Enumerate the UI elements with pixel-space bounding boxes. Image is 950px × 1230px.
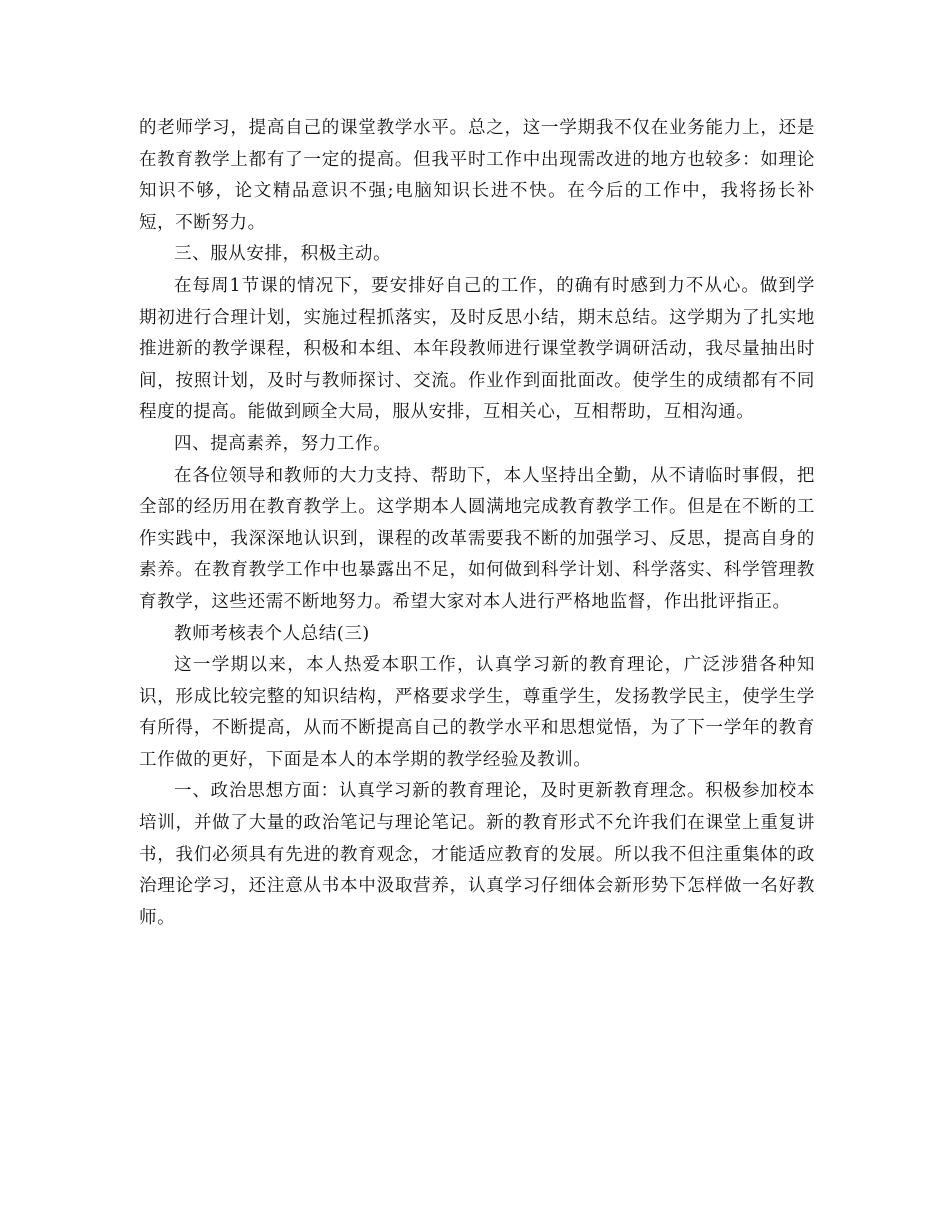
paragraph: 在每周1节课的情况下，要安排好自己的工作，的确有时感到力不从心。做到学期初进行合理计划，实施过程抓落实，及时反思小结，期末总结。这学期为了扎实地推进新的教学课程，积极和本组、本年段教师进行课堂教学调研活动，我尽量抽出时间，按照计划，及时与教师探讨、交流。作业作到面批面改。使学生的成绩都有不同程度的提高。能做到顾全大局，服从安排，互相关心，互相帮助，互相沟通。 bbox=[139, 275, 815, 423]
paragraph: 的老师学习，提高自己的课堂教学水平。总之，这一学期我不仅在业务能力上，还是在教育教学上都有了一定的提高。但我平时工作中出现需改进的地方也较多：如理论知识不够，论文精品意识不强;电脑知识长进不快。在今后的工作中，我将扬长补短，不断努力。 bbox=[139, 118, 815, 233]
paragraph: 这一学期以来，本人热爱本职工作，认真学习新的教育理论，广泛涉猎各种知识，形成比较完整的知识结构，严格要求学生，尊重学生，发扬教学民主，使学生学有所得，不断提高，从而不断提高自己的教学水平和思想觉悟，为了下一学年的教育工作做的更好，下面是本人的本学期的教学经验及教训。 bbox=[139, 655, 815, 770]
section-heading: 四、提高素养，努力工作。 bbox=[174, 433, 392, 454]
paragraph: 一、政治思想方面：认真学习新的教育理论，及时更新教育理念。积极参加校本培训，并做了大量的政治笔记与理论笔记。新的教育形式不允许我们在课堂上重复讲书，我们必须具有先进的教育观念，才能适应教育的发展。所以我不但注重集体的政治理论学习，还注意从书本中汲取营养，认真学习仔细体会新形势下怎样做一名好教师。 bbox=[139, 781, 815, 928]
document-body bbox=[139, 113, 815, 934]
paragraph: 在各位领导和教师的大力支持、帮助下，本人坚持出全勤，从不请临时事假，把全部的经历用在教育教学上。这学期本人圆满地完成教育教学工作。但是在不断的工作实践中，我深深地认识到，课程的改革需要我不断的加强学习、反思，提高自身的素养。在教育教学工作中也暴露出不足，如何做到科学计划、科学落实、科学管理教育教学，这些还需不断地努力。希望大家对本人进行严格地监督，作出批评指正。 bbox=[139, 465, 815, 612]
document-subtitle: 教师考核表个人总结(三) bbox=[174, 623, 370, 644]
section-heading: 三、服从安排，积极主动。 bbox=[174, 244, 392, 265]
